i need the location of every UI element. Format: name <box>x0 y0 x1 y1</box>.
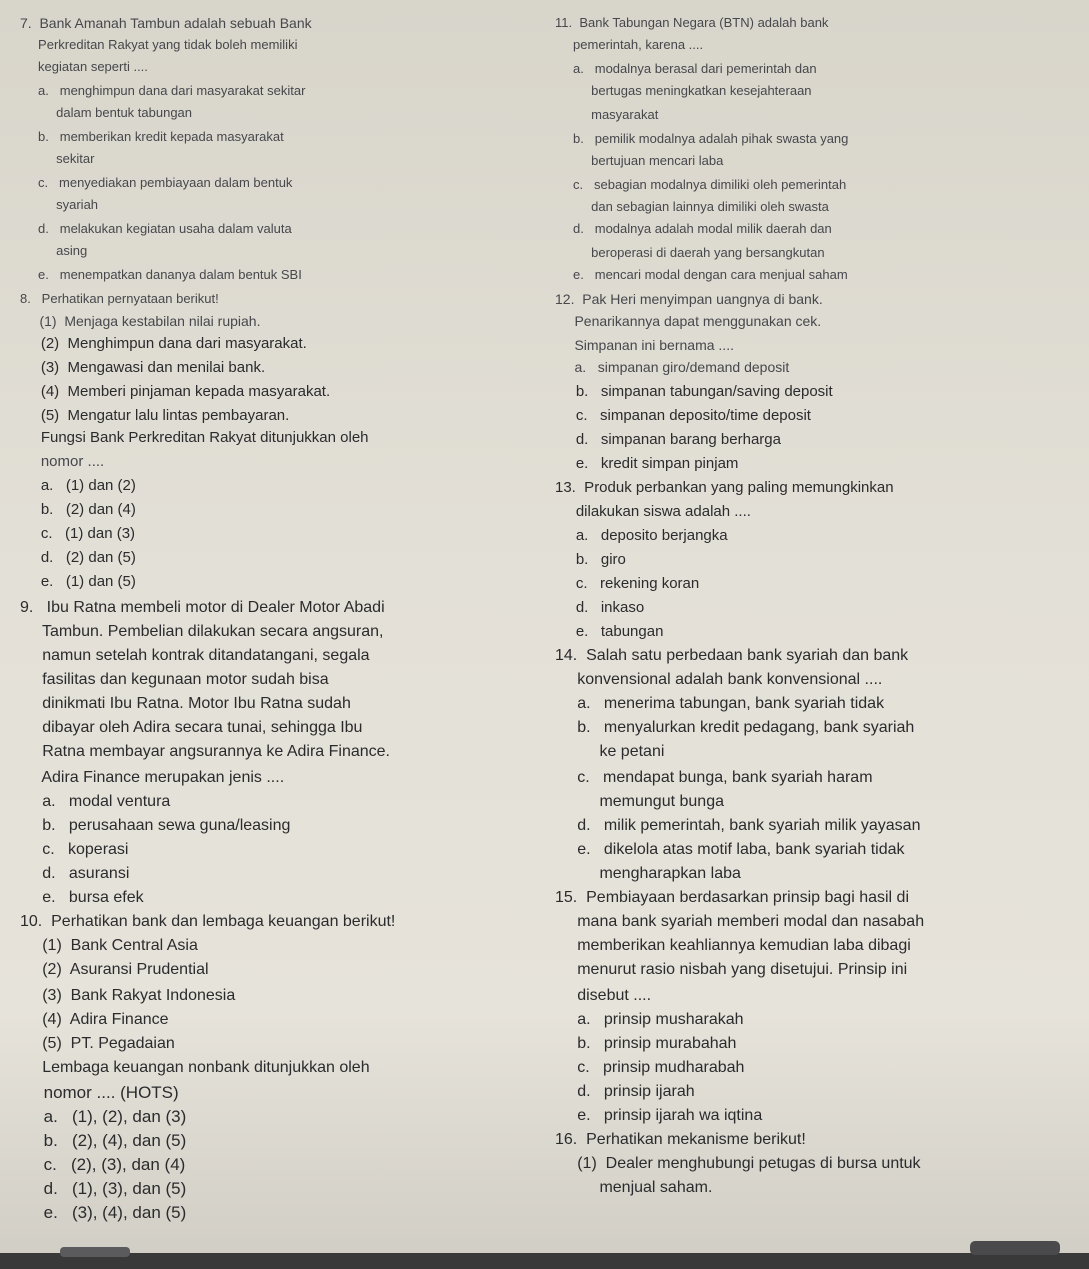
right-text-line: e. tabungan <box>555 623 664 640</box>
left-text-line: a. (1) dan (2) <box>20 477 136 494</box>
right-text-line: a. menerima tabungan, bank syariah tidak <box>555 695 885 712</box>
right-text-line: d. prinsip ijarah <box>555 1083 695 1100</box>
left-text-line: b. (2), (4), dan (5) <box>20 1131 187 1150</box>
right-text-line: b. pemilik modalnya adalah pihak swasta yang <box>555 131 849 146</box>
left-text-line: sekitar <box>20 151 95 166</box>
right-text-line: 16. Perhatikan mekanisme berikut! <box>555 1131 806 1148</box>
right-text-line: 15. Pembiayaan berdasarkan prinsip bagi hasil di <box>555 889 909 906</box>
right-text-line: d. inkaso <box>555 599 645 616</box>
right-text-line: c. mendapat bunga, bank syariah haram <box>555 769 873 786</box>
left-text-line: e. (3), (4), dan (5) <box>20 1203 187 1222</box>
left-text-line: (5) Mengatur lalu lintas pembayaran. <box>20 407 290 424</box>
left-text-line: (2) Asuransi Prudential <box>20 961 209 978</box>
left-text-line: dibayar oleh Adira secara tunai, sehingga Ibu <box>20 719 363 736</box>
right-text-line: beroperasi di daerah yang bersangkutan <box>555 245 825 260</box>
right-text-line: c. prinsip mudharabah <box>555 1059 745 1076</box>
left-text-line: (5) PT. Pegadaian <box>20 1035 175 1052</box>
page-bottom-edge <box>0 1253 1089 1269</box>
left-text-line: e. (1) dan (5) <box>20 573 136 590</box>
right-text-line: 13. Produk perbankan yang paling memungkinkan <box>555 479 894 496</box>
left-text-line: e. menempatkan dananya dalam bentuk SBI <box>20 267 302 282</box>
left-text-line: Adira Finance merupakan jenis .... <box>20 769 285 786</box>
right-text-line: disebut .... <box>555 987 652 1004</box>
left-text-line: d. (2) dan (5) <box>20 549 136 566</box>
left-text-line: d. asuransi <box>20 865 130 882</box>
right-text-line: e. kredit simpan pinjam <box>555 455 739 472</box>
left-text-line: a. modal ventura <box>20 793 171 810</box>
left-text-line: (3) Mengawasi dan menilai bank. <box>20 359 266 376</box>
left-text-line: nomor .... (HOTS) <box>20 1083 179 1102</box>
right-text-line: mana bank syariah memberi modal dan nasabah <box>555 913 925 930</box>
left-text-line: 9. Ibu Ratna membeli motor di Dealer Motor Abadi <box>20 599 385 616</box>
right-text-line: 12. Pak Heri menyimpan uangnya di bank. <box>555 291 823 307</box>
left-text-line: namun setelah kontrak ditandatangani, segala <box>20 647 370 664</box>
right-text-line: bertugas meningkatkan kesejahteraan <box>555 83 812 98</box>
right-text-line: menjual saham. <box>555 1179 713 1196</box>
right-text-line: a. prinsip musharakah <box>555 1011 744 1028</box>
right-text-line: memungut bunga <box>555 793 724 810</box>
right-text-line: c. rekening koran <box>555 575 700 592</box>
right-text-line: Penarikannya dapat menggunakan cek. <box>555 313 822 329</box>
right-text-line: e. prinsip ijarah wa iqtina <box>555 1107 763 1124</box>
left-text-line: dalam bentuk tabungan <box>20 105 193 120</box>
left-text-line: syariah <box>20 197 99 212</box>
right-text-line: d. modalnya adalah modal milik daerah dan <box>555 221 832 236</box>
right-text-line: konvensional adalah bank konvensional .... <box>555 671 883 688</box>
right-text-line: e. dikelola atas motif laba, bank syariah tidak <box>555 841 905 858</box>
left-text-line: (3) Bank Rakyat Indonesia <box>20 987 236 1004</box>
right-text-line: mengharapkan laba <box>555 865 741 882</box>
right-text-line: b. prinsip murabahah <box>555 1035 737 1052</box>
right-text-line: a. simpanan giro/demand deposit <box>555 359 790 375</box>
left-text-line: b. memberikan kredit kepada masyarakat <box>20 129 284 144</box>
left-text-line: 10. Perhatikan bank dan lembaga keuangan berikut! <box>20 913 396 930</box>
left-text-line: c. koperasi <box>20 841 129 858</box>
right-text-line: c. simpanan deposito/time deposit <box>555 407 811 424</box>
left-text-line: Fungsi Bank Perkreditan Rakyat ditunjukkan oleh <box>20 429 369 446</box>
right-text-line: c. sebagian modalnya dimiliki oleh pemerintah <box>555 177 847 192</box>
left-text-line: (4) Memberi pinjaman kepada masyarakat. <box>20 383 331 400</box>
left-text-line: 8. Perhatikan pernyataan berikut! <box>20 291 219 306</box>
right-text-line: b. menyalurkan kredit pedagang, bank syariah <box>555 719 915 736</box>
left-text-line: dinikmati Ibu Ratna. Motor Ibu Ratna sudah <box>20 695 351 712</box>
right-text-line: bertujuan mencari laba <box>555 153 724 168</box>
left-text-line: c. menyediakan pembiayaan dalam bentuk <box>20 175 293 190</box>
right-text-line: e. mencari modal dengan cara menjual saham <box>555 267 848 282</box>
right-text-line: a. modalnya berasal dari pemerintah dan <box>555 61 817 76</box>
right-text-line: pemerintah, karena .... <box>555 37 704 52</box>
right-text-line: 11. Bank Tabungan Negara (BTN) adalah bank <box>555 15 829 30</box>
right-text-line: b. giro <box>555 551 626 568</box>
right-text-line: d. milik pemerintah, bank syariah milik yayasan <box>555 817 921 834</box>
right-text-line: Simpanan ini bernama .... <box>555 337 734 353</box>
right-text-line: memberikan keahliannya kemudian laba dibagi <box>555 937 911 954</box>
left-text-line: nomor .... <box>20 453 105 470</box>
left-text-line: fasilitas dan kegunaan motor sudah bisa <box>20 671 329 688</box>
right-text-line: 14. Salah satu perbedaan bank syariah dan bank <box>555 647 909 664</box>
right-text-line: (1) Dealer menghubungi petugas di bursa untuk <box>555 1155 921 1172</box>
left-text-line: asing <box>20 243 88 258</box>
left-text-line: Ratna membayar angsurannya ke Adira Finance. <box>20 743 390 760</box>
right-text-line: masyarakat <box>555 107 659 122</box>
left-text-line: b. (2) dan (4) <box>20 501 136 518</box>
right-text-line: d. simpanan barang berharga <box>555 431 781 448</box>
left-text-line: a. menghimpun dana dari masyarakat sekitar <box>20 83 306 98</box>
left-text-line: Tambun. Pembelian dilakukan secara angsuran, <box>20 623 384 640</box>
right-text-line: b. simpanan tabungan/saving deposit <box>555 383 833 400</box>
left-text-line: b. perusahaan sewa guna/leasing <box>20 817 291 834</box>
left-text-line: Perkreditan Rakyat yang tidak boleh memiliki <box>20 37 298 52</box>
right-text-line: dilakukan siswa adalah .... <box>555 503 751 520</box>
left-text-line: a. (1), (2), dan (3) <box>20 1107 187 1126</box>
left-text-line: (1) Menjaga kestabilan nilai rupiah. <box>20 313 261 329</box>
right-text-line: menurut rasio nisbah yang disetujui. Prinsip ini <box>555 961 908 978</box>
left-text-line: c. (2), (3), dan (4) <box>20 1155 186 1174</box>
left-text-line: (2) Menghimpun dana dari masyarakat. <box>20 335 307 352</box>
left-text-line: d. melakukan kegiatan usaha dalam valuta <box>20 221 292 236</box>
right-text-line: ke petani <box>555 743 665 760</box>
left-text-line: Lembaga keuangan nonbank ditunjukkan oleh <box>20 1059 370 1076</box>
right-text-line: dan sebagian lainnya dimiliki oleh swasta <box>555 199 829 214</box>
left-text-line: (1) Bank Central Asia <box>20 937 198 954</box>
right-text-line: a. deposito berjangka <box>555 527 728 544</box>
left-text-line: c. (1) dan (3) <box>20 525 136 542</box>
left-text-line: (4) Adira Finance <box>20 1011 169 1028</box>
left-text-line: e. bursa efek <box>20 889 144 906</box>
left-text-line: 7. Bank Amanah Tambun adalah sebuah Bank <box>20 15 312 31</box>
left-text-line: kegiatan seperti .... <box>20 59 148 74</box>
left-text-line: d. (1), (3), dan (5) <box>20 1179 187 1198</box>
